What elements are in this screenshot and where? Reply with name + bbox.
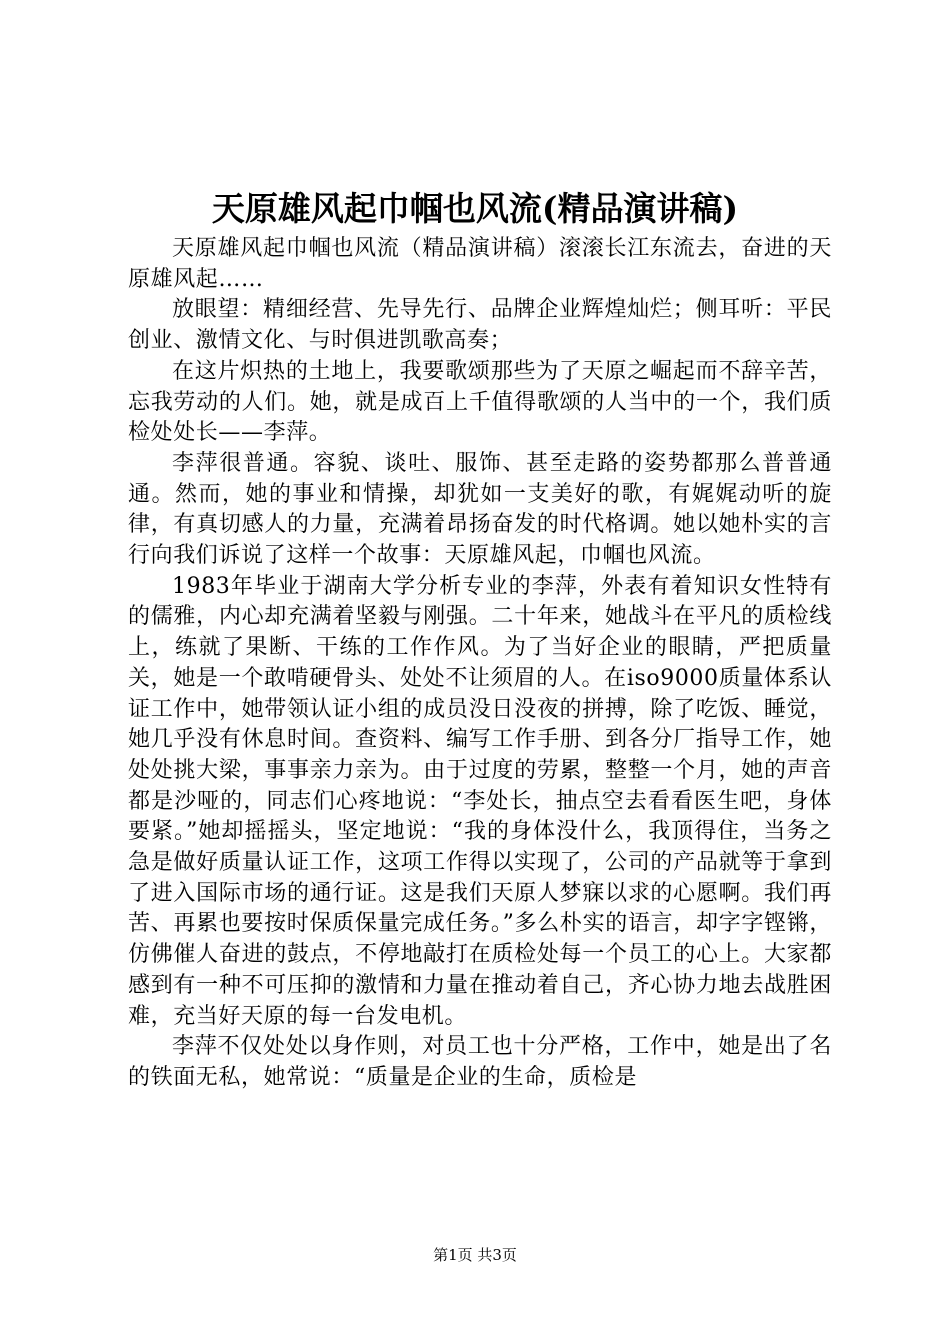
page-footer: 第1页 共3页 [433,1246,517,1264]
document-title: 天原雄风起巾帼也风流(精品演讲稿) [211,189,739,228]
paragraph: 李萍不仅处处以身作则，对员工也十分严格，工作中，她是出了名的铁面无私，她常说：“质量是企业的生命，质检是 [128,1034,832,1090]
paragraph: 1983年毕业于湖南大学分析专业的李萍，外表有着知识女性特有的儒雅，内心却充满着坚毅与刚强。二十年来，她战斗在平凡的质检线上，练就了果断、干练的工作作风。为了当好企业的眼睛，严把质量关，她是一个敢啃硬骨头、处处不让须眉的人。在iso9000质量体系认证工作中，她带领认证小组的成员没日没夜的拼搏，除了吃饭、睡觉，她几乎没有休息时间。查资料、编写工作手册、到各分厂指导工作，她处处挑大梁，事事亲力亲为。由于过度的劳累，整整一个月，她的声音都是沙哑的，同志们心疼地说：“李处长，抽点空去看看医生吧，身体要紧。”她却摇摇头，坚定地说：“我的身体没什么，我顶得住，当务之急是做好质量认证工作，这项工作得以实现了，公司的产品就等于拿到了进入国际市场的通行证。这是我们天原人梦寐以求的心愿啊。我们再苦、再累也要按时保质保量完成任务。”多么朴实的语言，却字字铿锵，仿佛催人奋进的鼓点，不停地敲打在质检处每一个员工的心上。大家都感到有一种不可压抑的激情和力量在推动着自己，齐心协力地去战胜困难，充当好天原的每一台发电机。 [128,573,832,1029]
paragraph: 李萍很普通。容貌、谈吐、服饰、甚至走路的姿势都那么普普通通。然而，她的事业和情操，却犹如一支美好的歌，有娓娓动听的旋律，有真切感人的力量，充满着昂扬奋发的时代格调。她以她朴实的言行向我们诉说了这样一个故事：天原雄风起，巾帼也风流。 [128,450,832,569]
paragraph: 天原雄风起巾帼也风流（精品演讲稿）滚滚长江东流去，奋进的天原雄风起…… [128,236,832,292]
paragraph: 放眼望：精细经营、先导先行、品牌企业辉煌灿烂；侧耳听：平民创业、激情文化、与时俱进凯歌高奏； [128,297,832,354]
document-body [128,234,832,1094]
paragraph: 在这片炽热的土地上，我要歌颂那些为了天原之崛起而不辞辛苦，忘我劳动的人们。她，就是成百上千值得歌颂的人当中的一个，我们质检处处长——李萍。 [128,358,832,446]
